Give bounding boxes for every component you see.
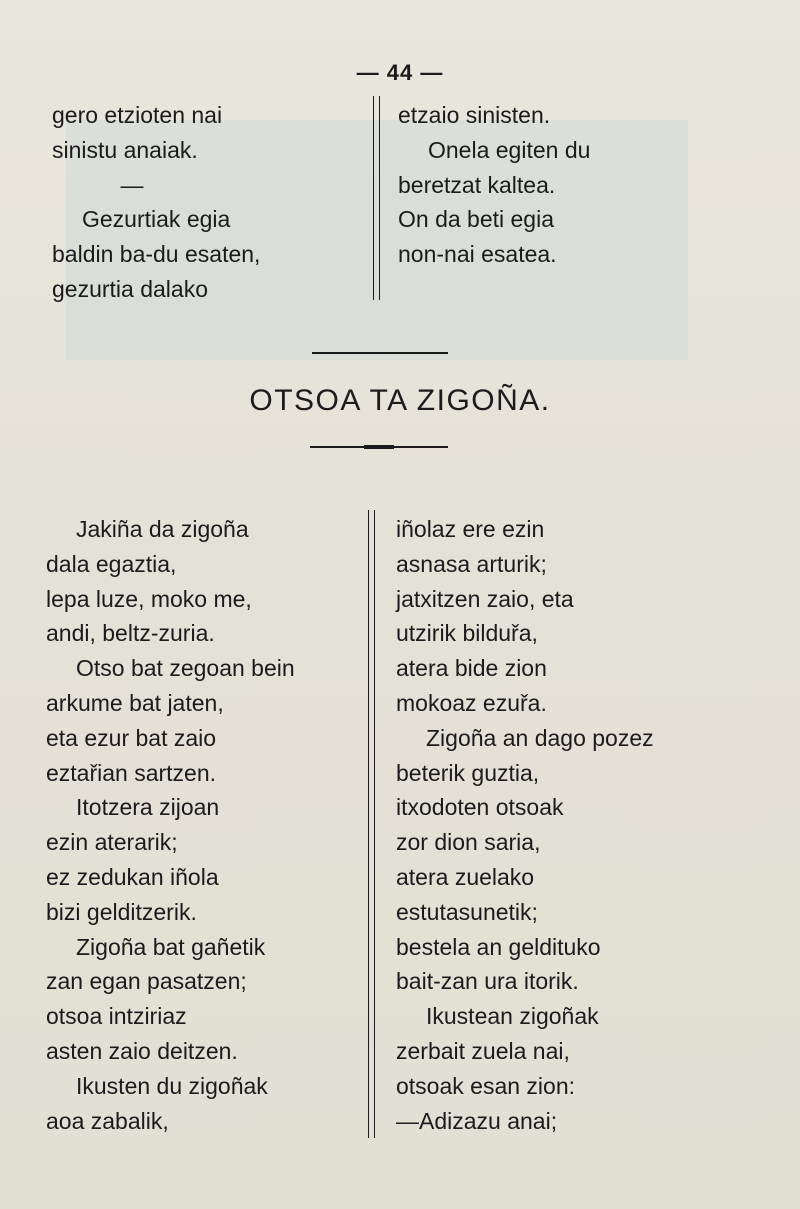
verse-line: lepa luze, moko me, [46, 585, 252, 612]
verse-line: non-nai esatea. [398, 241, 557, 268]
verse-line: mokoaz ezuřa. [396, 689, 547, 716]
column-divider [368, 510, 375, 1138]
verse-line: Itotzera zijoan [76, 794, 220, 821]
verse-line: Gezurtiak egia [82, 206, 231, 233]
poem-right-column [396, 512, 726, 1138]
verse-line: zerbait zuela nai, [396, 1037, 570, 1064]
verse-line: eta ezur bat zaio [46, 724, 217, 751]
verse-line: Jakiña da zigoña [76, 516, 249, 542]
verse-line: Ikusten du zigoñak [76, 1072, 268, 1099]
verse-line: andi, beltz-zuria. [46, 620, 215, 647]
verse-line: sinistu anaiak. [52, 136, 198, 163]
column-divider [373, 96, 380, 300]
verse-line: arkume bat jaten, [46, 689, 224, 716]
verse-line: —Adizazu anai; [396, 1107, 558, 1134]
verse-line: asten zaio deitzen. [46, 1037, 238, 1064]
verse-line: Zigoña an dago pozez [426, 724, 654, 751]
verse-line: Onela egiten du [428, 136, 591, 163]
verse-line: estutasunetik; [396, 898, 538, 925]
verse-line: gero etzioten nai [52, 102, 223, 128]
verse-line: baldin ba-du esaten, [52, 241, 261, 268]
verse-line: On da beti egia [398, 206, 555, 233]
top-right-column [398, 98, 698, 272]
verse-line: utzirik bilduřa, [396, 620, 538, 647]
ornamental-rule [310, 446, 448, 448]
verse-line: zor dion saria, [396, 829, 541, 856]
verse-line: Otso bat zegoan bein [76, 655, 295, 682]
verse-line: ezin aterarik; [46, 829, 178, 856]
verse-line: eztařian sartzen. [46, 759, 217, 786]
stanza-separator: — [120, 171, 144, 198]
verse-line: asnasa arturik; [396, 550, 547, 577]
verse-line: beretzat kaltea. [398, 171, 556, 198]
verse-line: Ikustean zigoñak [426, 1003, 599, 1030]
verse-line: bait-zan ura itorik. [396, 968, 579, 995]
verse-line: otsoak esan zion: [396, 1072, 576, 1099]
poem-title: OTSOA TA ZIGOÑA. [249, 384, 551, 417]
section-rule [312, 352, 448, 354]
verse-line: itxodoten otsoak [396, 794, 564, 821]
verse-line: etzaio sinisten. [398, 102, 551, 128]
verse-line: beterik guztia, [396, 759, 540, 786]
verse-line: dala egaztia, [46, 550, 177, 577]
verse-line: jatxitzen zaio, eta [396, 585, 574, 612]
top-left-column [52, 98, 352, 307]
verse-line: atera zuelako [396, 863, 535, 890]
verse-line: iñolaz ere ezin [396, 516, 545, 542]
verse-line: gezurtia dalako [52, 275, 208, 302]
verse-line: Zigoña bat gañetik [76, 933, 266, 960]
verse-line: ez zedukan iñola [46, 863, 219, 890]
poem-left-column [46, 512, 366, 1138]
verse-line: otsoa intziriaz [46, 1003, 187, 1030]
verse-line: bizi gelditzerik. [46, 898, 197, 925]
page-number: — 44 — [356, 60, 444, 85]
verse-line: bestela an geldituko [396, 933, 601, 960]
verse-line: zan egan pasatzen; [46, 968, 247, 995]
verse-line: aoa zabalik, [46, 1107, 169, 1134]
verse-line: atera bide zion [396, 655, 547, 682]
